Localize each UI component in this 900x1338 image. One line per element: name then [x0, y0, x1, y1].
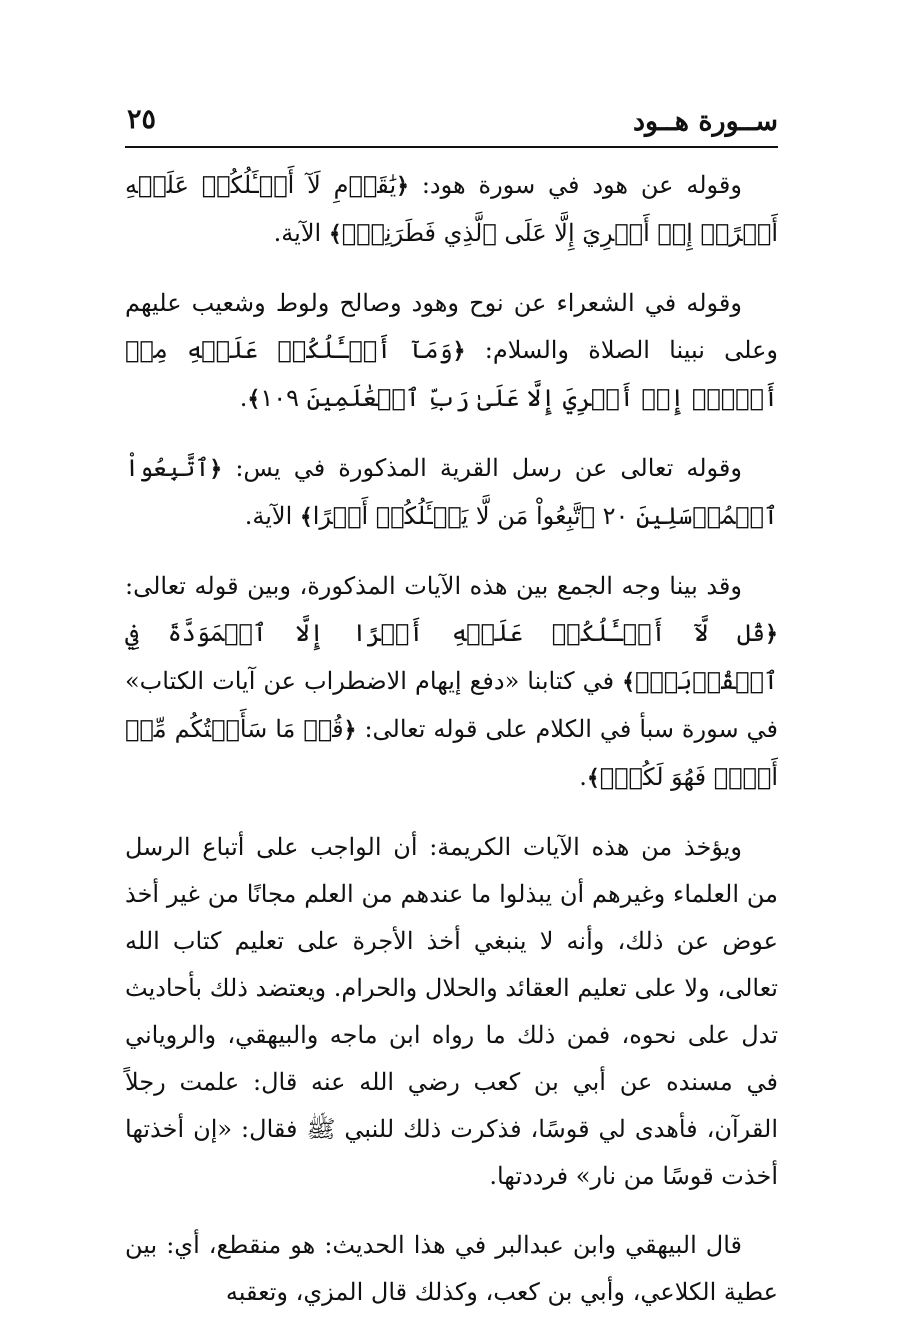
quran-open-bracket: ﴿ — [396, 174, 410, 199]
paragraph-text: وقوله تعالى عن رسل القرية المذكورة في يس: — [222, 454, 742, 482]
page-number: ٢٥ — [127, 104, 157, 135]
page-body — [125, 162, 778, 1338]
quran-verse: ٱتَّبِعُواْ ٱلۡمُرۡسَلِينَ ٢٠ ٱتَّبِعُواْ مَن لَّا يَسۡـَٔلُكُمۡ أَجۡرًا — [125, 454, 778, 530]
page-header — [125, 102, 778, 148]
quran-open-bracket: ﴿ — [765, 622, 778, 647]
paragraph-text: وقوله في الشعراء عن نوح وهود وصالح ولوط وشعيب عليهم وعلى نبينا الصلاة والسلام: — [125, 289, 779, 364]
paragraph-yasin — [125, 445, 778, 541]
paragraph-text: . — [579, 763, 587, 791]
quran-open-bracket: ﴿ — [452, 339, 466, 364]
quran-close-bracket: ﴾ — [299, 505, 313, 530]
paragraph-text: الآية. — [273, 219, 329, 247]
paragraph-bayhaqi: قال البيهقي وابن عبدالبر في هذا الحديث: هو منقطع، أي: بين عطية الكلاعي، وأبي بن كعب، وكذلك قال المزي، وتعقبه — [125, 1231, 778, 1306]
paragraph-shuara — [125, 280, 778, 423]
quran-close-bracket: ﴾ — [328, 222, 342, 247]
quran-close-bracket: ﴾ — [622, 670, 635, 695]
surah-title: ســورة هــود — [632, 106, 778, 137]
paragraph-text: الآية. — [244, 502, 300, 530]
quran-open-bracket: ﴿ — [209, 457, 223, 482]
quran-close-bracket: ﴾ — [247, 387, 261, 412]
quran-verse: قُلۡ مَا سَأَلۡتُكُم مِّنۡ أَجۡرٖ فَهُوَ لَكُمۡۖ — [125, 715, 778, 791]
paragraph-text: وقوله عن هود في سورة هود: — [409, 171, 742, 199]
paragraph-text: . — [239, 384, 248, 412]
quran-verse: وَمَآ أَسۡـَٔلُكُمۡ عَلَيۡهِ مِنۡ أَجۡرٍۖ إِنۡ أَجۡرِيَ إِلَّا عَلَىٰ رَبِّ ٱلۡعَٰلَمِينَ ١٠٩ — [125, 336, 778, 412]
quran-verse: يَٰقَوۡمِ لَآ أَسۡـَٔلُكُمۡ عَلَيۡهِ أَجۡرًاۖ إِنۡ أَجۡرِيَ إِلَّا عَلَى ٱلَّذِي فَطَرَنِيٓۚ — [125, 171, 778, 247]
paragraph-text: في كتابنا «دفع إيهام الاضطراب عن آيات الكتاب» في سورة سبأ في الكلام على قوله تعالى: — [125, 667, 779, 743]
paragraph-reconciliation — [125, 563, 778, 802]
paragraph-hud — [125, 162, 778, 258]
quran-verse: قُل لَّآ أَسۡـَٔلُكُمۡ عَلَيۡهِ أَجۡرًا إِلَّا ٱلۡمَوَدَّةَ فِي ٱلۡقُرۡبَىٰۗ — [125, 619, 778, 695]
paragraph-ruling: ويؤخذ من هذه الآيات الكريمة: أن الواجب على أتباع الرسل من العلماء وغيرهم أن يبذلوا ما عندهم من العلم مجانًا من غير أخذ عوض عن ذلك، وأنه لا ينبغي أخذ الأجرة على تعليم كتاب الله تعالى، ولا على تعليم العقائد والحلال والحرام. ويعتضد ذلك بأحاديث تدل على نحوه، فمن ذلك ما رواه ابن ماجه والبيهقي، والروياني في مسنده عن أبي بن كعب رضي الله عنه قال: علمت رجلاً القرآن، فأهدى لي قوسًا، فذكرت ذلك للنبي ﷺ فقال: «إن أخذتها أخذت قوسًا من نار» فرددتها. — [125, 833, 779, 1190]
quran-open-bracket: ﴿ — [343, 718, 357, 743]
quran-close-bracket: ﴾ — [586, 766, 600, 791]
paragraph-text: وقد بينا وجه الجمع بين هذه الآيات المذكورة، وبين قوله تعالى: — [125, 572, 742, 600]
